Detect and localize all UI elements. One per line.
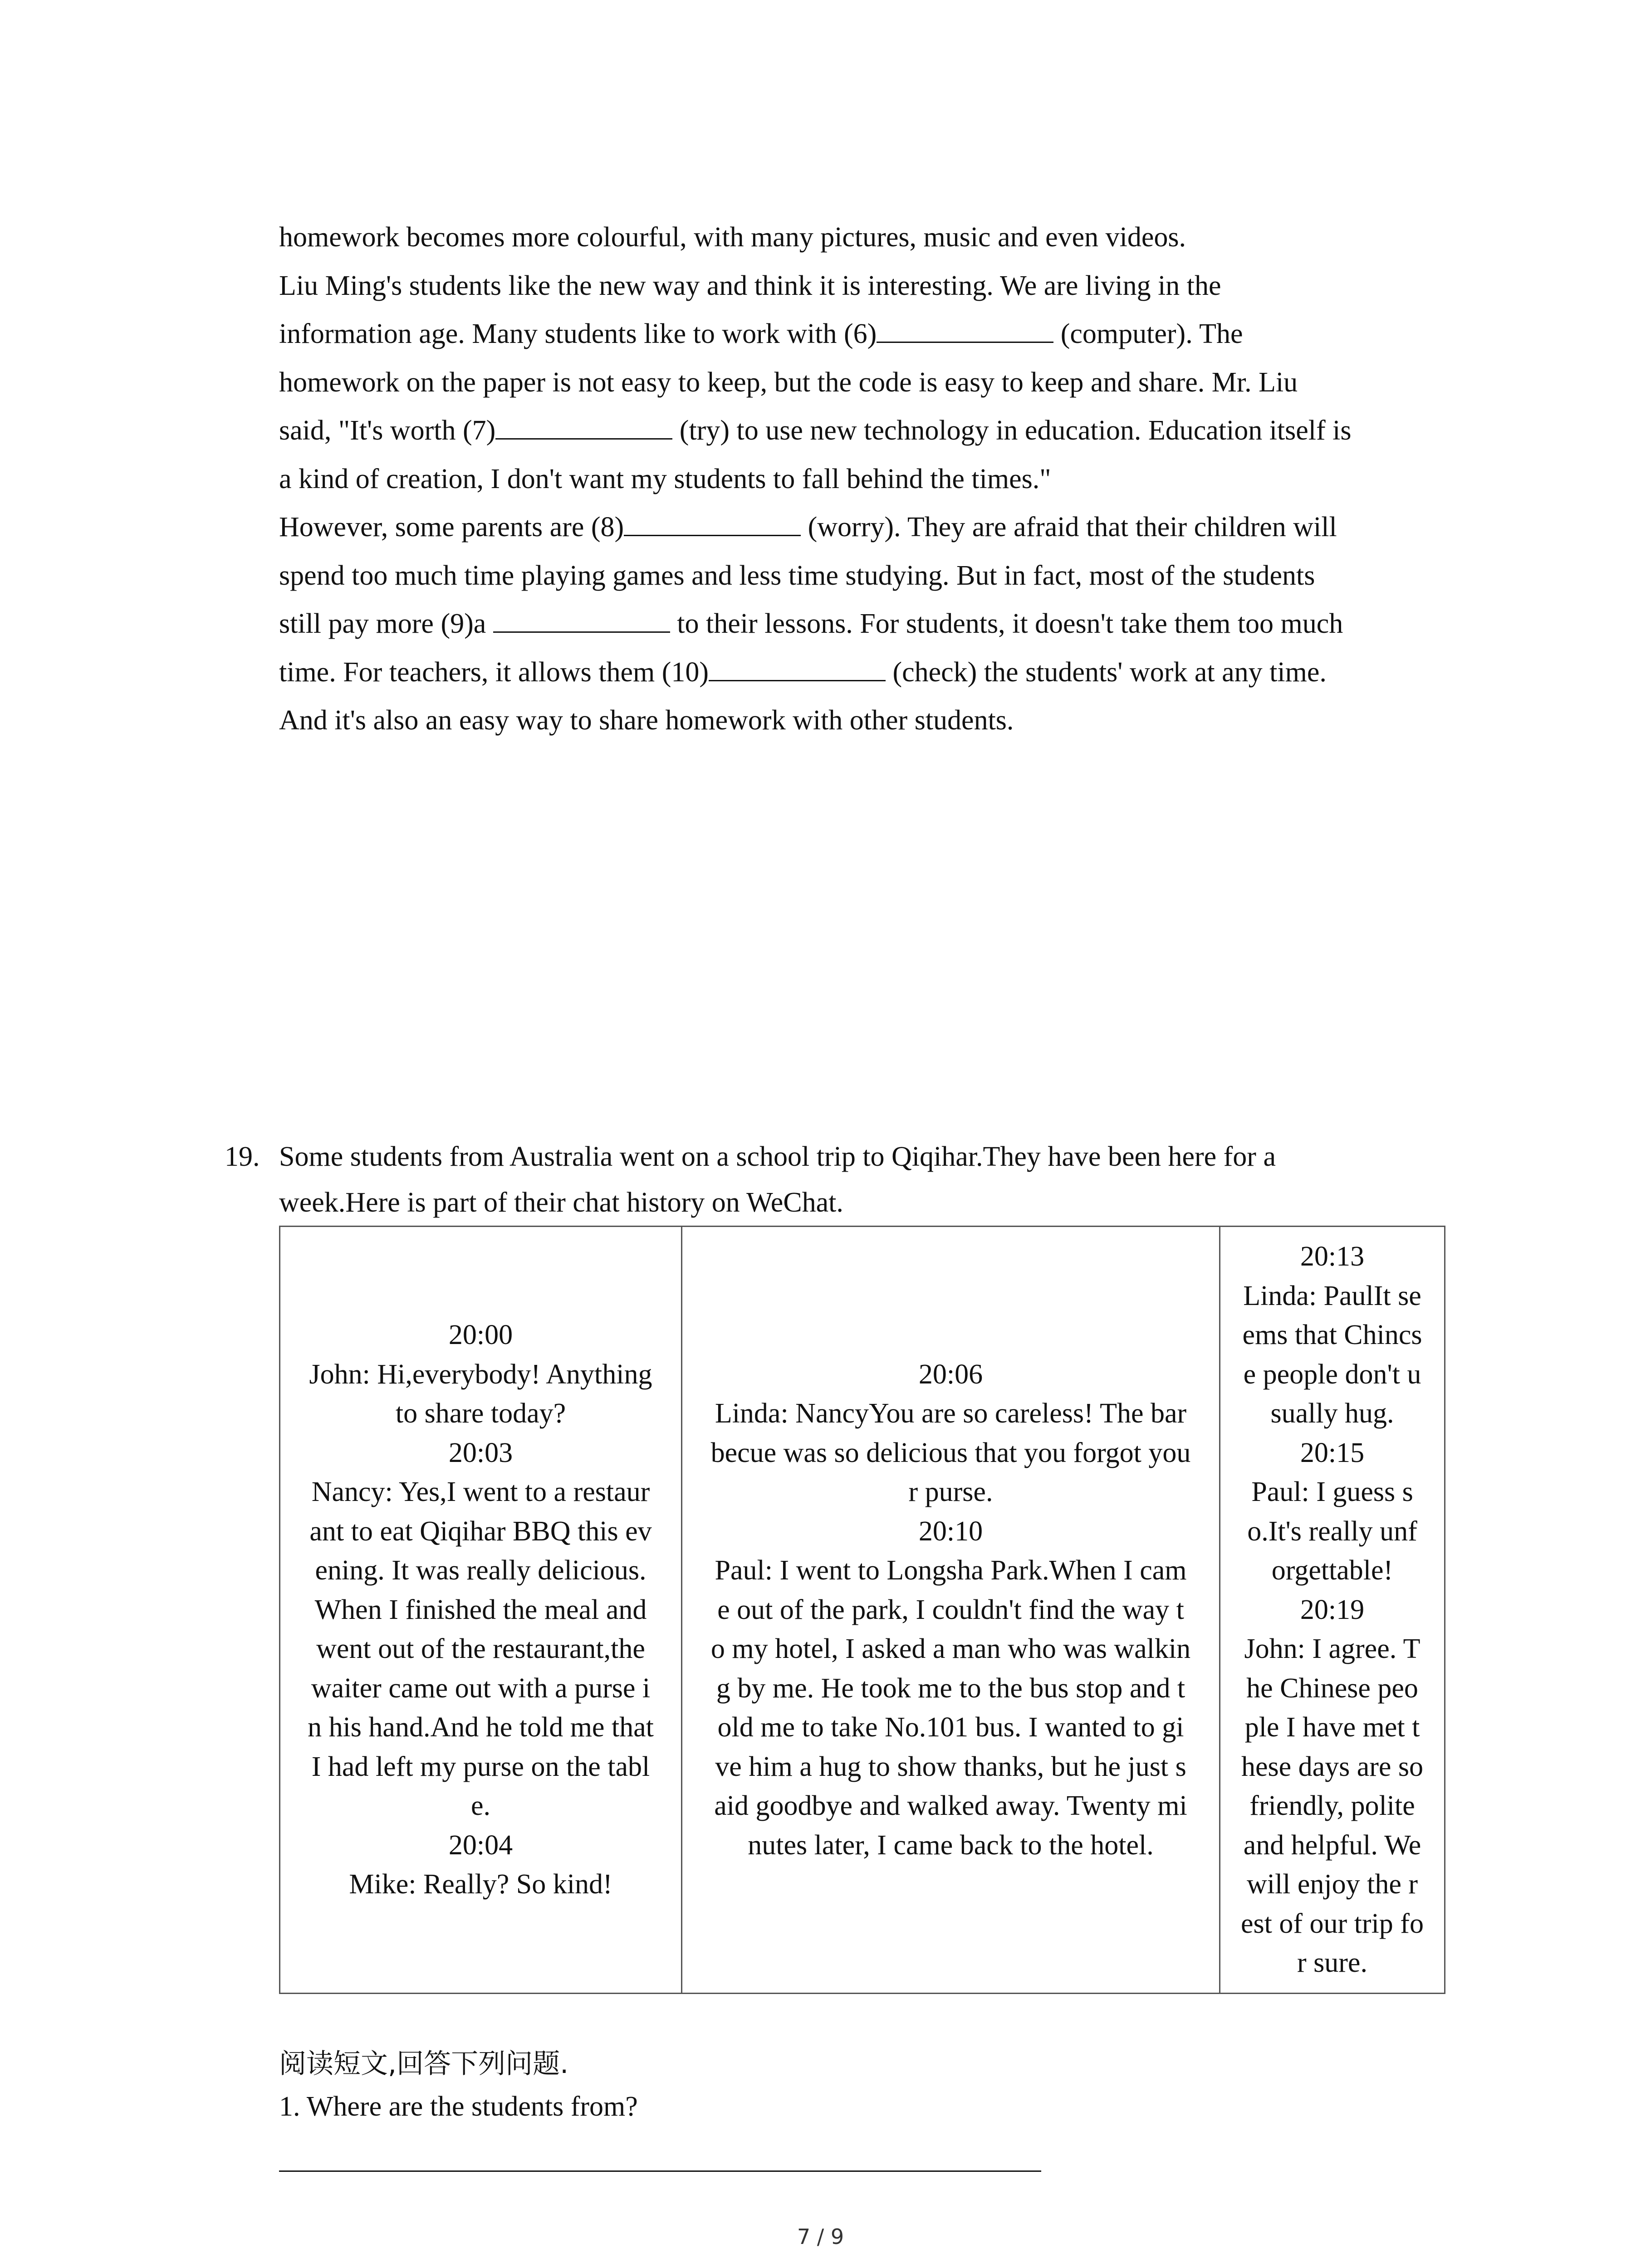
chat-line: ening. It was really delicious. <box>315 1555 647 1586</box>
chat-column-2 <box>682 1227 1220 1994</box>
chat-line: est of our trip fo <box>1241 1908 1424 1939</box>
chat-line: e out of the park, I couldn't find the way t <box>717 1594 1184 1625</box>
passage-line: spend too much time playing games and less time studying. But in fact, most of the students <box>279 560 1315 591</box>
chat-line: 20:10 <box>918 1515 983 1547</box>
chat-line: g by me. He took me to the bus stop and t <box>716 1672 1185 1704</box>
instructions: 阅读短文,回答下列问题. <box>279 2048 569 2080</box>
chat-line: nutes later, I came back to the hotel. <box>748 1829 1154 1861</box>
blank-8[interactable] <box>624 509 801 536</box>
chat-line: John: I agree. T <box>1244 1633 1421 1665</box>
chat-column-3 <box>1220 1227 1445 1994</box>
chat-line: ve him a hug to show thanks, but he just s <box>715 1751 1186 1782</box>
chat-line: John: Hi,everybody! Anything <box>309 1359 652 1390</box>
chat-line: orgettable! <box>1271 1555 1393 1586</box>
passage-line: However, some parents are (8) (worry). They are afraid that their children will <box>279 503 1440 552</box>
passage-line: homework on the paper is not easy to keep, but the code is easy to keep and share. Mr. Liu <box>279 367 1298 398</box>
chat-line: e people don't u <box>1243 1359 1421 1390</box>
chat-line: sually hug. <box>1270 1398 1394 1429</box>
chat-line: 20:06 <box>918 1359 983 1390</box>
chat-line: r sure. <box>1297 1947 1367 1979</box>
passage-line: still pay more (9)a to their lessons. For students, it doesn't take them too much <box>279 600 1440 648</box>
passage-line: And it's also an easy way to share homework with other students. <box>279 705 1014 736</box>
chat-line: aid goodbye and walked away. Twenty mi <box>714 1790 1187 1822</box>
chat-history-table <box>279 1226 1445 1994</box>
blank-9[interactable] <box>493 606 670 633</box>
chat-line: 20:03 <box>448 1437 513 1468</box>
blank-7[interactable] <box>495 413 672 440</box>
chat-line: o my hotel, I asked a man who was walkin <box>710 1633 1191 1665</box>
blank-6[interactable] <box>877 316 1053 343</box>
chat-line: 20:00 <box>448 1320 513 1351</box>
chat-line: went out of the restaurant,the <box>316 1633 645 1665</box>
chat-line: I had left my purse on the tabl <box>311 1751 650 1782</box>
chat-line: and helpful. We <box>1243 1829 1421 1861</box>
passage-line: Liu Ming's students like the new way and think it is interesting. We are living in the <box>279 270 1221 301</box>
chat-line: 20:15 <box>1300 1437 1365 1468</box>
chat-line: Mike: Really? So kind! <box>349 1869 612 1900</box>
chat-line: 20:04 <box>448 1829 513 1861</box>
chat-line: Nancy: Yes,I went to a restaur <box>311 1476 650 1508</box>
chat-line: ems that Chincs <box>1242 1320 1422 1351</box>
question-1: 1. Where are the students from? <box>279 2091 638 2122</box>
passage-line: said, "It's worth (7) (try) to use new technology in education. Education itself is <box>279 406 1440 455</box>
chat-line: When I finished the meal and <box>314 1594 647 1625</box>
passage-line: time. For teachers, it allows them (10) (check) the students' work at any time. <box>279 648 1440 697</box>
answer-line[interactable] <box>279 2170 1041 2172</box>
chat-line: becue was so delicious that you forgot you <box>710 1437 1191 1468</box>
chat-line: o.It's really unf <box>1247 1515 1417 1547</box>
chat-line: Paul: I guess s <box>1251 1476 1413 1508</box>
passage-line: homework becomes more colourful, with many pictures, music and even videos. <box>279 222 1186 253</box>
chat-line: 20:13 <box>1300 1241 1365 1272</box>
chat-line: old me to take No.101 bus. I wanted to gi <box>717 1712 1184 1743</box>
passage-line: information age. Many students like to work with (6) (computer). The <box>279 310 1440 358</box>
chat-line: Paul: I went to Longsha Park.When I cam <box>715 1555 1187 1586</box>
chat-line: he Chinese peo <box>1246 1672 1418 1704</box>
chat-line: 20:19 <box>1300 1594 1365 1625</box>
question-number: 19. <box>225 1141 260 1172</box>
chat-column-1 <box>280 1227 682 1994</box>
chat-line: to share today? <box>395 1398 566 1429</box>
chat-line: waiter came out with a purse i <box>311 1672 651 1704</box>
chat-line: ant to eat Qiqihar BBQ this ev <box>309 1515 652 1547</box>
page-number: 7 / 9 <box>797 2224 844 2249</box>
chat-line: e. <box>470 1790 491 1822</box>
chat-line: friendly, polite <box>1249 1790 1415 1822</box>
question-stem: Some students from Australia went on a school trip to Qiqihar.They have been here for a week.Here is part of their chat history on WeChat. <box>279 1141 1276 1218</box>
chat-line: will enjoy the r <box>1246 1869 1418 1900</box>
chat-line: hese days are so <box>1241 1751 1424 1782</box>
chat-line: Linda: NancyYou are so careless! The bar <box>715 1398 1187 1429</box>
chat-line: r purse. <box>908 1476 993 1508</box>
passage-continued <box>279 213 1440 745</box>
chat-line: ple I have met t <box>1244 1712 1420 1743</box>
chat-line: n his hand.And he told me that <box>308 1712 654 1743</box>
chat-line: Linda: PaulIt se <box>1243 1280 1421 1311</box>
passage-line: a kind of creation, I don't want my students to fall behind the times." <box>279 463 1051 494</box>
blank-10[interactable] <box>709 655 886 681</box>
